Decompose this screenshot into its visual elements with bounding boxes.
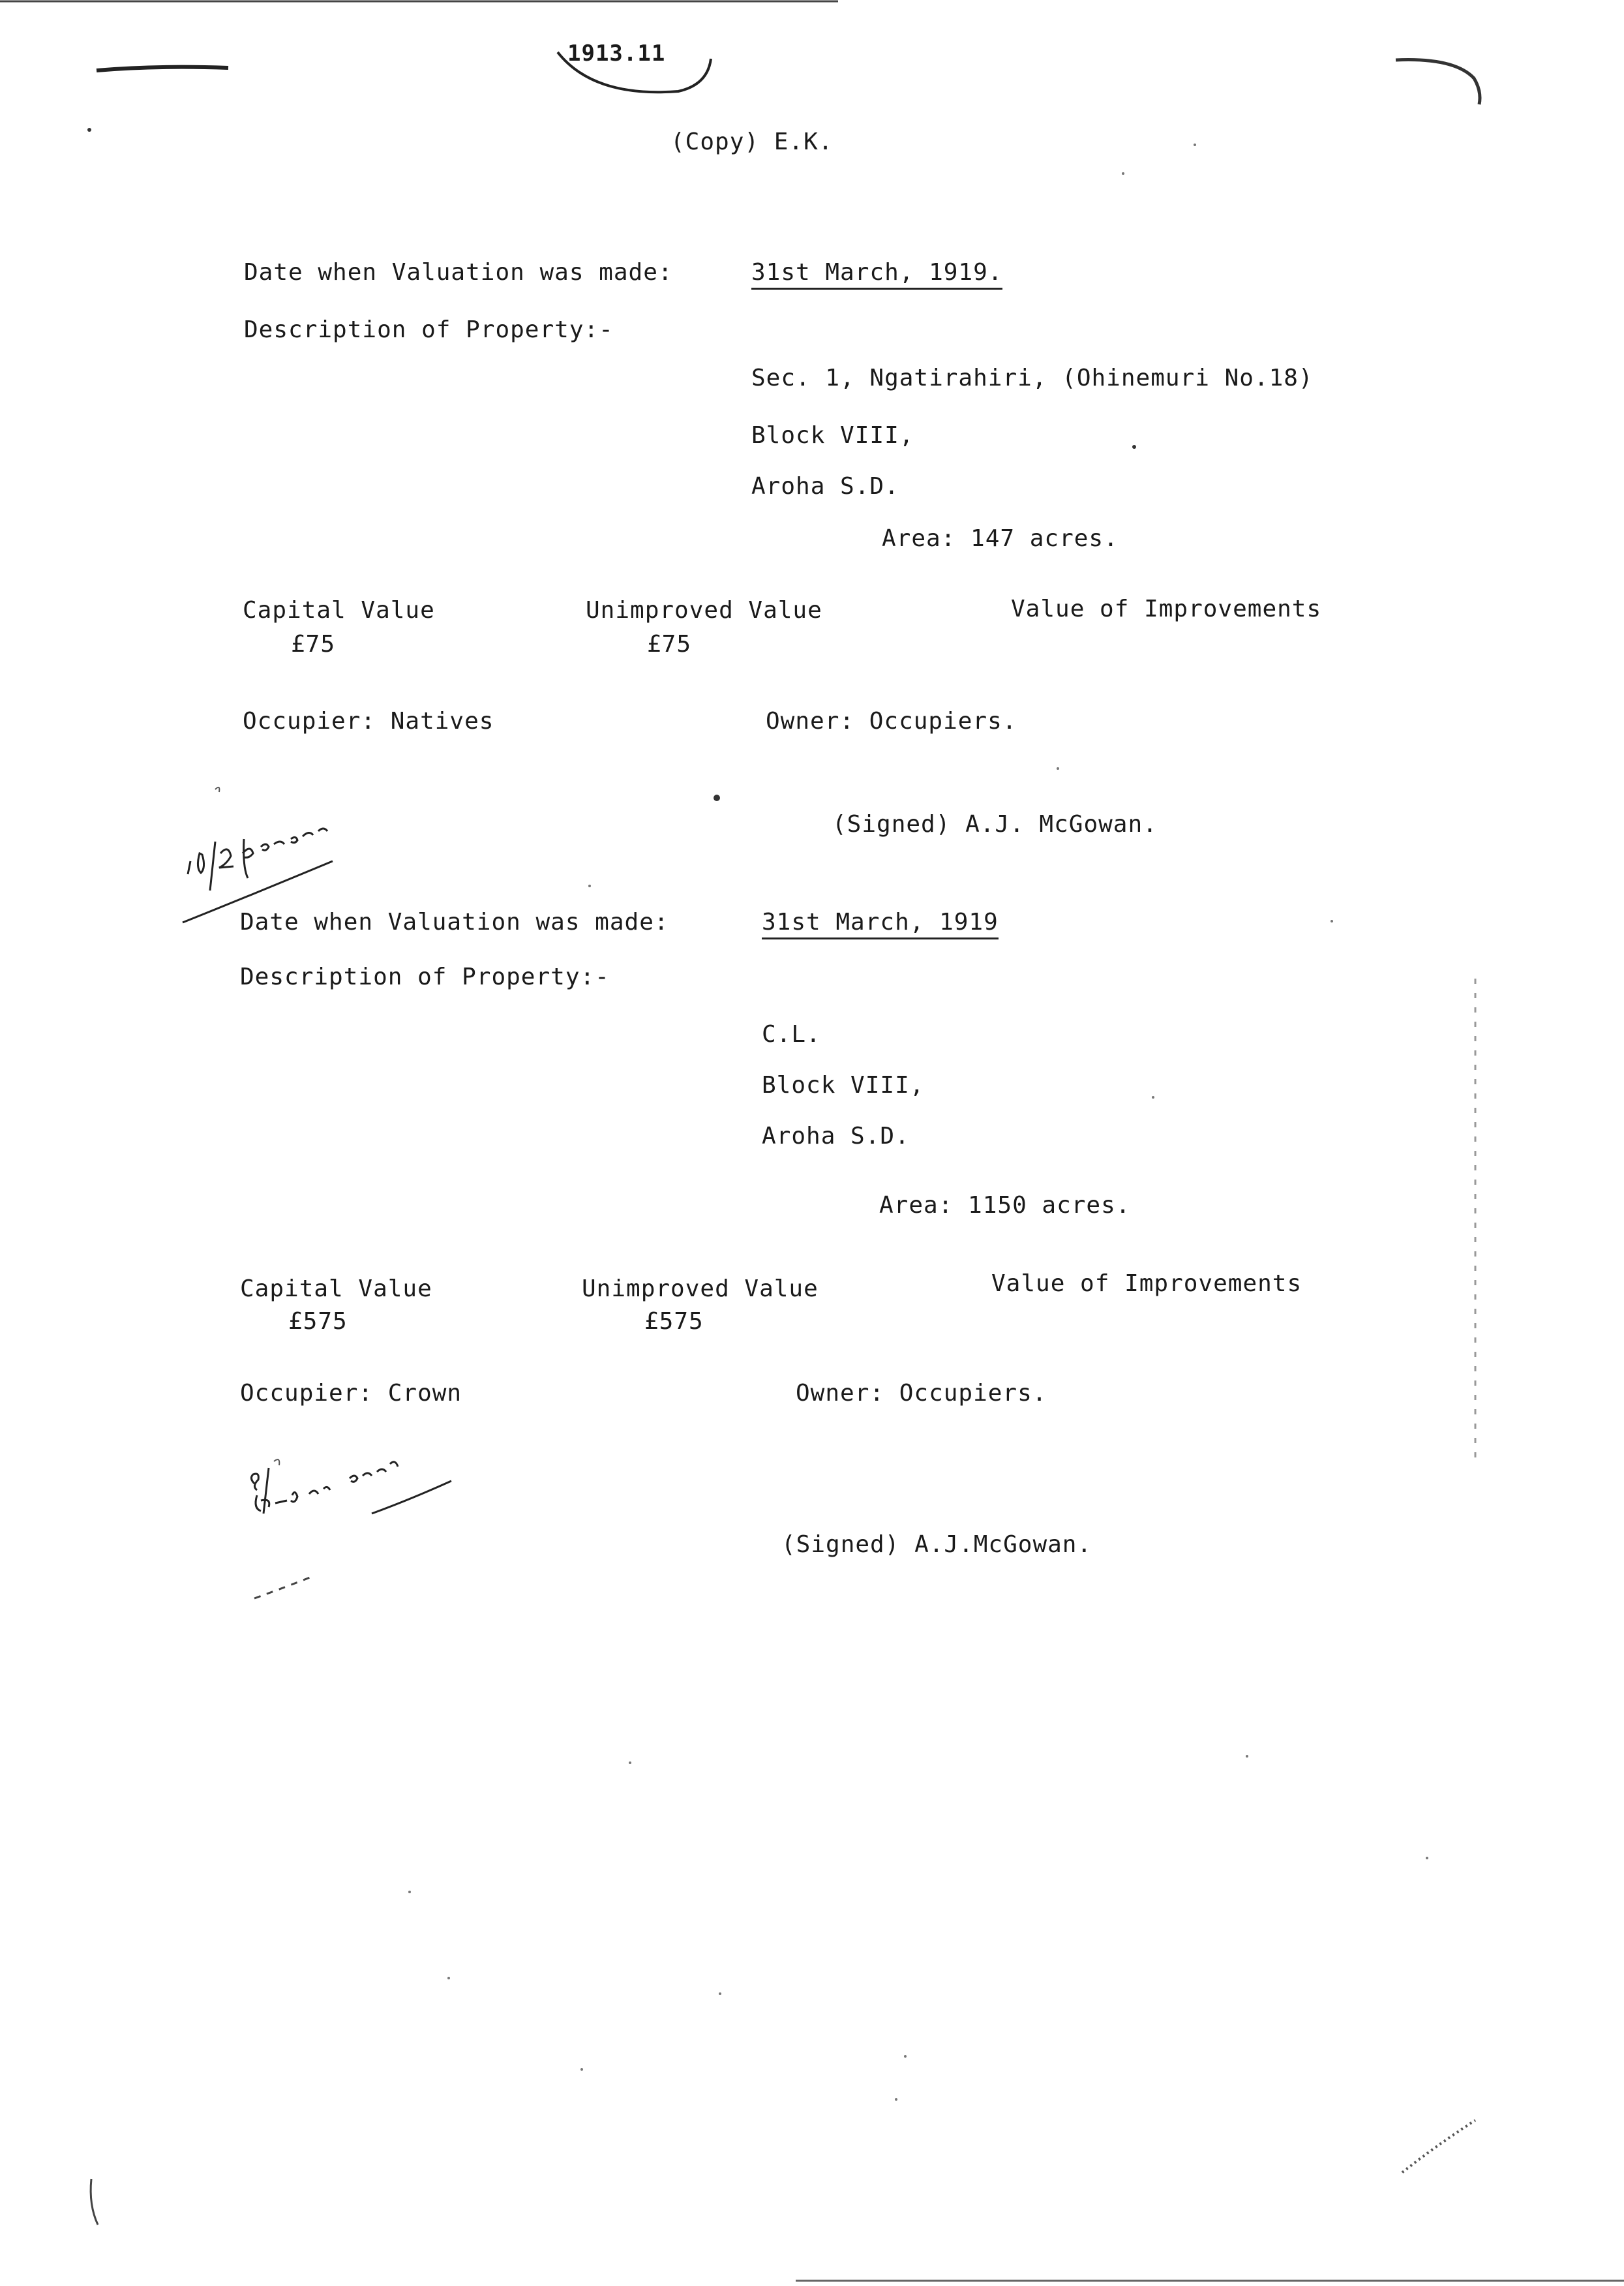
scan-speck (447, 1977, 450, 1979)
scan-speck (1426, 1857, 1428, 1859)
owner: Owner: Occupiers. (796, 1380, 1047, 1407)
scan-speck (719, 1992, 721, 1995)
scan-speck (714, 795, 720, 801)
unimproved-value-label: Unimproved Value (582, 1275, 819, 1302)
header-stamp (554, 39, 717, 104)
scan-speck (408, 1891, 411, 1893)
scan-speck (580, 2068, 583, 2071)
signature-line: (Signed) A.J. McGowan. (832, 811, 1158, 838)
valuation-date-label: Date when Valuation was made: (244, 259, 673, 286)
capital-value: £575 (288, 1308, 348, 1335)
scan-speck (87, 128, 91, 132)
scan-speck (1057, 767, 1059, 770)
copy-label: (Copy) E.K. (670, 129, 834, 155)
signature-line: (Signed) A.J.McGowan. (781, 1531, 1092, 1558)
property-line: Aroha S.D. (751, 473, 899, 500)
property-line: Sec. 1, Ngatirahiri, (Ohinemuri No.18) (751, 365, 1314, 391)
unimproved-value: £75 (647, 631, 692, 658)
scan-speck (1331, 920, 1333, 922)
property-line: C.L. (762, 1021, 821, 1048)
occupier: Occupier: Natives (243, 708, 494, 735)
area-value: Area: 147 acres. (882, 525, 1119, 552)
scan-speck (1122, 172, 1124, 175)
description-label: Description of Property:- (244, 316, 614, 343)
scan-speck (1194, 144, 1196, 146)
capital-value: £75 (291, 631, 336, 658)
scan-speck (1152, 1096, 1154, 1099)
unimproved-value-label: Unimproved Value (586, 597, 822, 624)
property-line: Block VIII, (751, 422, 914, 449)
area-value: Area: 1150 acres. (879, 1192, 1131, 1219)
improvements-label: Value of Improvements (1011, 596, 1322, 622)
scan-speck (1132, 445, 1136, 449)
handwritten-note (235, 1448, 457, 1605)
property-line: Block VIII, (762, 1072, 925, 1099)
stamp-number: 1913.11 (567, 40, 666, 67)
scan-speck (904, 2055, 907, 2058)
scan-speck (588, 885, 591, 887)
unimproved-value: £575 (644, 1308, 704, 1335)
valuation-date-value: 31st March, 1919. (751, 258, 1002, 290)
owner: Owner: Occupiers. (766, 708, 1017, 735)
valuation-date-label: Date when Valuation was made: (240, 909, 669, 936)
scan-speck (1246, 1755, 1248, 1758)
property-line: Aroha S.D. (762, 1123, 910, 1150)
improvements-label: Value of Improvements (991, 1270, 1302, 1297)
scan-speck (895, 2098, 897, 2101)
capital-value-label: Capital Value (240, 1275, 432, 1302)
description-label: Description of Property:- (240, 964, 610, 990)
valuation-date-value: 31st March, 1919 (762, 908, 999, 939)
scan-speck (629, 1761, 631, 1764)
occupier: Occupier: Crown (240, 1380, 462, 1407)
capital-value-label: Capital Value (243, 597, 435, 624)
